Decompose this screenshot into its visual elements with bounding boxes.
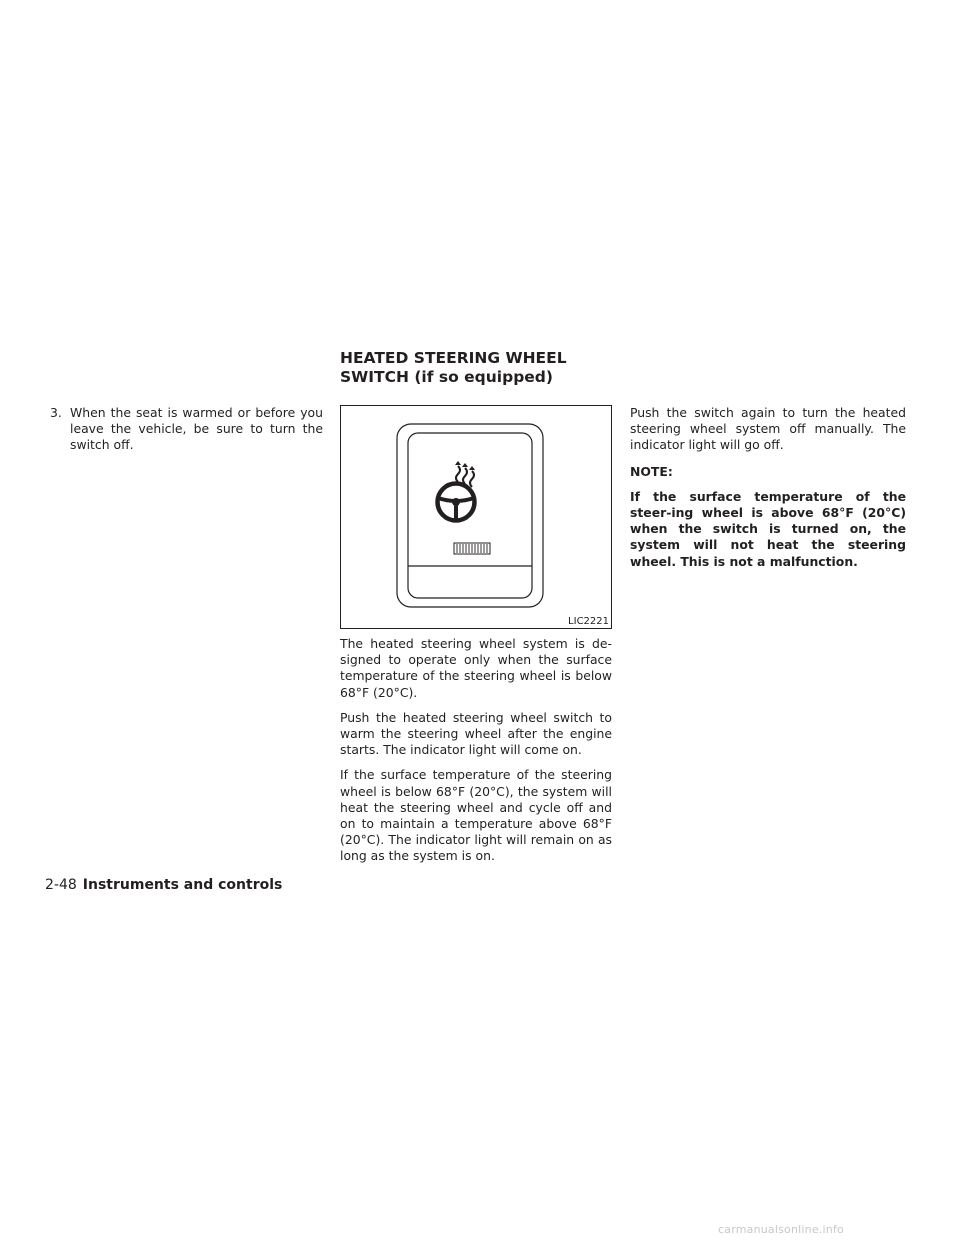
paragraph-push-switch: Push the heated steering wheel switch to warm the steering wheel after the engine starts. The indicator light will come on. bbox=[340, 709, 612, 758]
paragraph-design: The heated steering wheel system is de-signed to operate only when the surface temperature of the steering wheel is below 68°F (20°C). bbox=[340, 636, 612, 700]
list-item bbox=[50, 405, 323, 454]
paragraph-turn-off: Push the switch again to turn the heated steering wheel system off manually. The indicator light will go off. bbox=[630, 405, 906, 453]
right-column bbox=[630, 405, 906, 570]
switch-drawing bbox=[341, 406, 611, 628]
list-item-number: 3. bbox=[50, 405, 62, 420]
list-item-text: When the seat is warmed or before you leave the vehicle, be sure to turn the switch off. bbox=[70, 405, 323, 453]
left-column bbox=[50, 405, 323, 454]
indicator-light bbox=[454, 543, 490, 554]
heated-steering-wheel-icon bbox=[438, 461, 476, 521]
watermark: carmanualsonline.info bbox=[718, 1223, 844, 1236]
note-text: If the surface temperature of the steer-ing wheel is above 68°F (20°C) when the switch is turned on, the system will not heat the steering wheel. This is not a malfunction. bbox=[630, 488, 906, 569]
page-footer bbox=[45, 876, 282, 894]
section-heading: HEATED STEERING WHEEL SWITCH (if so equipped) bbox=[340, 349, 567, 386]
paragraph-cycle: If the surface temperature of the steering wheel is below 68°F (20°C), the system will heat the steering wheel and cycle off and on to maintain a temperature above 68°F (20°C). The indicator light will remain on as long as the system is on. bbox=[340, 767, 612, 864]
middle-column bbox=[340, 405, 612, 874]
figure-code: LIC2221 bbox=[568, 616, 609, 627]
chapter-title: Instruments and controls bbox=[82, 877, 283, 893]
page-number: 2-48 bbox=[45, 877, 77, 893]
switch-illustration bbox=[340, 405, 612, 629]
note-label: NOTE: bbox=[630, 463, 673, 479]
